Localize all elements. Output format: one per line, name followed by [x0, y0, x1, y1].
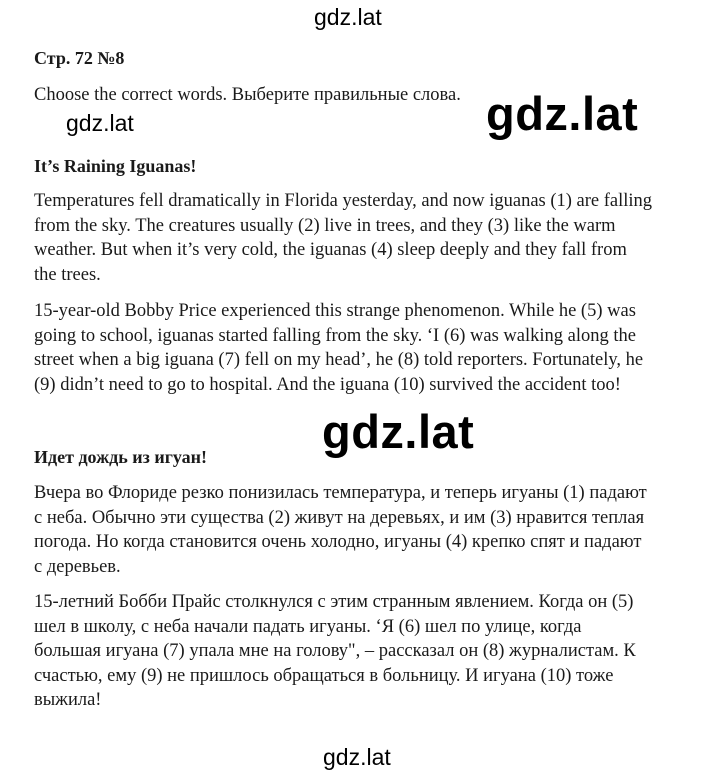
english-paragraph-2: [34, 299, 699, 397]
text-line: going to school, iguanas started falling from the sky. ‘I (6) was walking along the: [34, 325, 636, 346]
english-title: It’s Raining Iguanas!: [34, 156, 197, 176]
watermark-big-center: gdz.lat: [322, 405, 475, 458]
russian-paragraph-2: [34, 590, 699, 713]
text-line: Temperatures fell dramatically in Florida yesterday, and now iguanas (1) are falling: [34, 191, 653, 211]
russian-title: Идет дождь из игуан!: [34, 447, 208, 467]
english-paragraph-1: [34, 189, 699, 287]
text-line: (9) didn’t need to go to hospital. And the iguana (10) survived the accident too!: [34, 374, 621, 395]
text-line: выжила!: [34, 690, 102, 710]
text-line: Вчера во Флориде резко понизилась температура, и теперь игуаны (1) падают: [34, 483, 647, 503]
instruction: Choose the correct words. Выберите правильные слова.: [34, 85, 461, 105]
text-line: from the sky. The creatures usually (2) live in trees, and they (3) like the warm: [34, 215, 616, 236]
text-line: 15-year-old Bobby Price experienced this strange phenomenon. While he (5) was: [34, 301, 636, 321]
text-line: счастью, ему (9) не пришлось обращаться в больницу. И игуана (10) тоже: [34, 665, 614, 686]
text-line: street when a big iguana (7) fell on my head’, he (8) told reporters. Fortunately, he: [34, 350, 644, 370]
text-line: большая игуана (7) упала мне на голову", – рассказал он (8) журналистам. К: [34, 641, 636, 661]
text-line: шел в школу, с неба начали падать игуаны. ‘Я (6) шел по улице, когда: [34, 616, 582, 637]
watermark-big-right: gdz.lat: [486, 87, 639, 140]
text-line: с деревьев.: [34, 556, 121, 577]
watermark-small-left: gdz.lat: [66, 110, 134, 136]
watermark-top: gdz.lat: [314, 4, 382, 30]
text-line: weather. But when it’s very cold, the iguanas (4) sleep deeply and they fall from: [34, 240, 627, 260]
russian-paragraph-1: [34, 481, 699, 579]
text-line: the trees.: [34, 264, 101, 285]
page-reference: Стр. 72 №8: [34, 48, 125, 68]
text-line: 15-летний Бобби Прайс столкнулся с этим странным явлением. Когда он (5): [34, 592, 634, 612]
text-line: погода. Но когда становится очень холодно, игуаны (4) крепко спят и падают: [34, 532, 642, 552]
watermark-bottom: gdz.lat: [323, 744, 391, 770]
text-line: с неба. Обычно эти существа (2) живут на деревьях, и им (3) нравится теплая: [34, 507, 645, 528]
